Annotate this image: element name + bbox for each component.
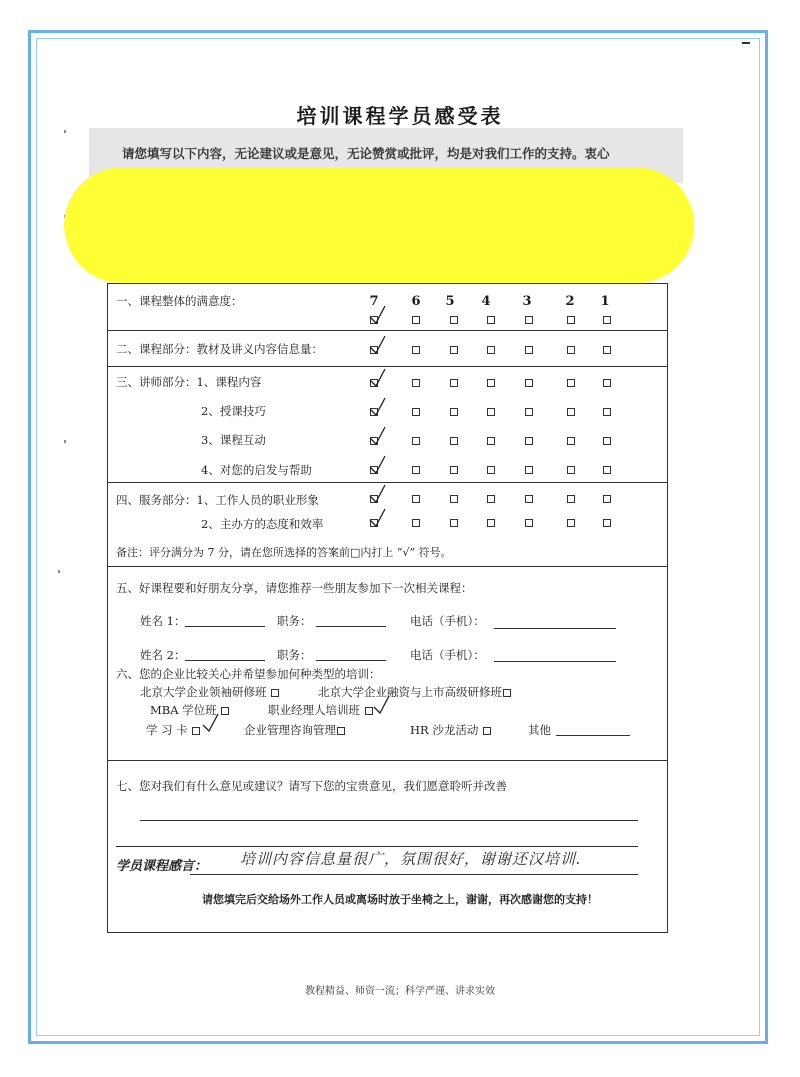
phone-1-line[interactable] <box>494 628 616 629</box>
row-divider <box>107 760 668 761</box>
handwritten-quote: 培训内容信息量很广，氛围很好，谢谢还汉培训. <box>240 850 582 868</box>
rating-checkbox[interactable] <box>450 408 458 416</box>
rating-checkbox[interactable] <box>567 346 575 354</box>
scan-dot <box>58 570 60 573</box>
position-1-line[interactable] <box>316 626 386 627</box>
rating-checkbox[interactable] <box>567 519 575 527</box>
name-1-line[interactable] <box>185 626 265 627</box>
option-card-label: 学 习 卡 <box>146 723 188 737</box>
option-pku-finance-checkbox[interactable] <box>503 689 511 697</box>
intro-text: 请您填写以下内容，无论建议或是意见，无论赞赏或批评，均是对我们工作的支持。衷心 <box>122 146 610 161</box>
rating-checkbox[interactable] <box>450 437 458 445</box>
rating-checkbox[interactable] <box>525 519 533 527</box>
check-mark-icon <box>368 425 388 447</box>
check-mark-icon <box>372 694 392 716</box>
rating-checkbox[interactable] <box>525 495 533 503</box>
option-other-label: 其他 <box>528 723 551 737</box>
rating-checkbox[interactable] <box>567 379 575 387</box>
score-header-3: 3 <box>522 294 532 309</box>
option-mba-checkbox[interactable] <box>221 707 229 715</box>
rating-checkbox[interactable] <box>603 346 611 354</box>
rating-checkbox[interactable] <box>450 466 458 474</box>
rating-checkbox[interactable] <box>487 519 495 527</box>
rating-checkbox[interactable] <box>487 466 495 474</box>
section-2-label: 二、课程部分：教材及讲义内容信息量： <box>116 342 323 356</box>
feedback-line[interactable] <box>116 846 638 847</box>
phone-2-line[interactable] <box>494 661 616 662</box>
option-other-line[interactable] <box>556 735 630 736</box>
score-header-5: 5 <box>445 294 455 309</box>
section-3-item: 4、对您的启发与帮助 <box>201 463 312 477</box>
position-2-label: 职务： <box>277 648 312 662</box>
section-1-label: 一、课程整体的满意度： <box>116 294 243 308</box>
rating-checkbox[interactable] <box>450 379 458 387</box>
section-4-item: 2、主办方的态度和效率 <box>201 517 324 531</box>
check-mark-icon <box>368 396 388 418</box>
rating-checkbox[interactable] <box>450 346 458 354</box>
score-header-6: 6 <box>411 294 421 309</box>
position-2-line[interactable] <box>316 660 386 661</box>
rating-checkbox[interactable] <box>603 316 611 324</box>
scan-dot <box>64 440 66 443</box>
rating-checkbox[interactable] <box>525 408 533 416</box>
option-consult-checkbox[interactable] <box>337 727 345 735</box>
rating-checkbox[interactable] <box>525 466 533 474</box>
redaction-highlight <box>64 167 694 283</box>
rating-checkbox[interactable] <box>525 379 533 387</box>
option-pku-lead-checkbox[interactable] <box>271 689 279 697</box>
check-mark-icon <box>368 304 388 326</box>
option-card <box>146 722 201 738</box>
option-pm <box>268 702 374 718</box>
rating-checkbox[interactable] <box>567 437 575 445</box>
check-mark-icon <box>368 367 388 389</box>
section-6-label: 六、您的企业比较关心并希望参加何种类型的培训： <box>116 667 381 681</box>
row-divider <box>107 566 668 567</box>
option-pku-lead <box>140 684 280 700</box>
option-consult <box>244 722 346 738</box>
quote-label: 学员课程感言： <box>116 859 208 874</box>
phone-1-label: 电话（手机）： <box>410 614 485 628</box>
score-header-7: 7 <box>369 294 379 309</box>
option-hr <box>410 722 492 738</box>
footer-slogan: 教程精益、师资一流；科学严谨、讲求实效 <box>305 986 495 997</box>
scan-edge-mark <box>742 42 750 44</box>
rating-checkbox[interactable] <box>412 466 420 474</box>
rating-checkbox[interactable] <box>525 437 533 445</box>
rating-checkbox[interactable] <box>603 437 611 445</box>
section-7-label: 七、您对我们有什么意见或建议？请写下您的宝贵意见，我们愿意聆听并改善 <box>116 779 507 793</box>
section-3-item: 3、课程互动 <box>201 433 266 447</box>
rating-note: 备注：评分满分为 7 分，请在您所选择的答案前□内打上 “√” 符号。 <box>116 546 452 559</box>
option-mba-label: MBA 学位班 <box>150 703 217 717</box>
rating-checkbox[interactable] <box>450 316 458 324</box>
row-divider <box>107 330 668 331</box>
form-title: 培训课程学员感受表 <box>296 104 504 128</box>
check-mark-icon <box>368 483 388 505</box>
option-pku-finance <box>318 684 512 700</box>
check-mark-icon <box>368 507 388 529</box>
thanks-text: 请您填完后交给场外工作人员或离场时放于坐椅之上，谢谢，再次感谢您的支持！ <box>202 893 598 906</box>
rating-checkbox[interactable] <box>525 346 533 354</box>
rating-checkbox[interactable] <box>487 495 495 503</box>
rating-checkbox[interactable] <box>603 519 611 527</box>
name-2-line[interactable] <box>185 660 265 661</box>
scan-dot <box>64 130 66 133</box>
section-5-label: 五、好课程要和好朋友分享，请您推荐一些朋友参加下一次相关课程： <box>116 581 473 595</box>
rating-checkbox[interactable] <box>412 346 420 354</box>
rating-checkbox[interactable] <box>603 466 611 474</box>
quote-line[interactable] <box>190 874 638 875</box>
section-3-label: 三、讲师部分：1、课程内容 <box>116 375 262 389</box>
phone-2-label: 电话（手机）： <box>410 648 485 662</box>
score-header-2: 2 <box>565 294 575 309</box>
rating-checkbox[interactable] <box>603 379 611 387</box>
rating-checkbox[interactable] <box>450 495 458 503</box>
check-mark-icon <box>368 334 388 356</box>
option-pm-label: 职业经理人培训班 <box>268 703 360 717</box>
rating-checkbox[interactable] <box>567 316 575 324</box>
score-header-4: 4 <box>481 294 491 309</box>
rating-checkbox[interactable] <box>412 408 420 416</box>
rating-checkbox[interactable] <box>412 519 420 527</box>
name-2-label: 姓名 2： <box>140 648 186 662</box>
rating-checkbox[interactable] <box>603 495 611 503</box>
section-4-label: 四、服务部分：1、工作人员的职业形象 <box>116 493 319 507</box>
section-3-item: 2、授课技巧 <box>201 404 266 418</box>
rating-checkbox[interactable] <box>450 519 458 527</box>
rating-checkbox[interactable] <box>603 408 611 416</box>
position-1-label: 职务： <box>277 614 312 628</box>
rating-checkbox[interactable] <box>567 408 575 416</box>
name-1-label: 姓名 1： <box>140 614 186 628</box>
score-header-1: 1 <box>600 294 610 309</box>
rating-checkbox[interactable] <box>412 316 420 324</box>
option-pku-finance-label: 北京大学企业融资与上市高级研修班 <box>318 685 502 699</box>
rating-checkbox[interactable] <box>567 495 575 503</box>
rating-checkbox[interactable] <box>487 346 495 354</box>
rating-checkbox[interactable] <box>487 437 495 445</box>
option-consult-label: 企业管理咨询管理 <box>244 723 336 737</box>
rating-checkbox[interactable] <box>525 316 533 324</box>
rating-checkbox[interactable] <box>412 437 420 445</box>
rating-checkbox[interactable] <box>412 495 420 503</box>
rating-checkbox[interactable] <box>487 316 495 324</box>
check-mark-icon <box>368 454 388 476</box>
option-card-checkbox[interactable] <box>192 727 200 735</box>
feedback-line[interactable] <box>140 820 638 821</box>
rating-checkbox[interactable] <box>487 379 495 387</box>
option-hr-checkbox[interactable] <box>483 727 491 735</box>
option-hr-label: HR 沙龙活动 <box>410 723 479 737</box>
rating-checkbox[interactable] <box>487 408 495 416</box>
option-pku-lead-label: 北京大学企业领袖研修班 <box>140 685 267 699</box>
rating-checkbox[interactable] <box>412 379 420 387</box>
rating-checkbox[interactable] <box>567 466 575 474</box>
check-mark-icon <box>201 712 221 734</box>
